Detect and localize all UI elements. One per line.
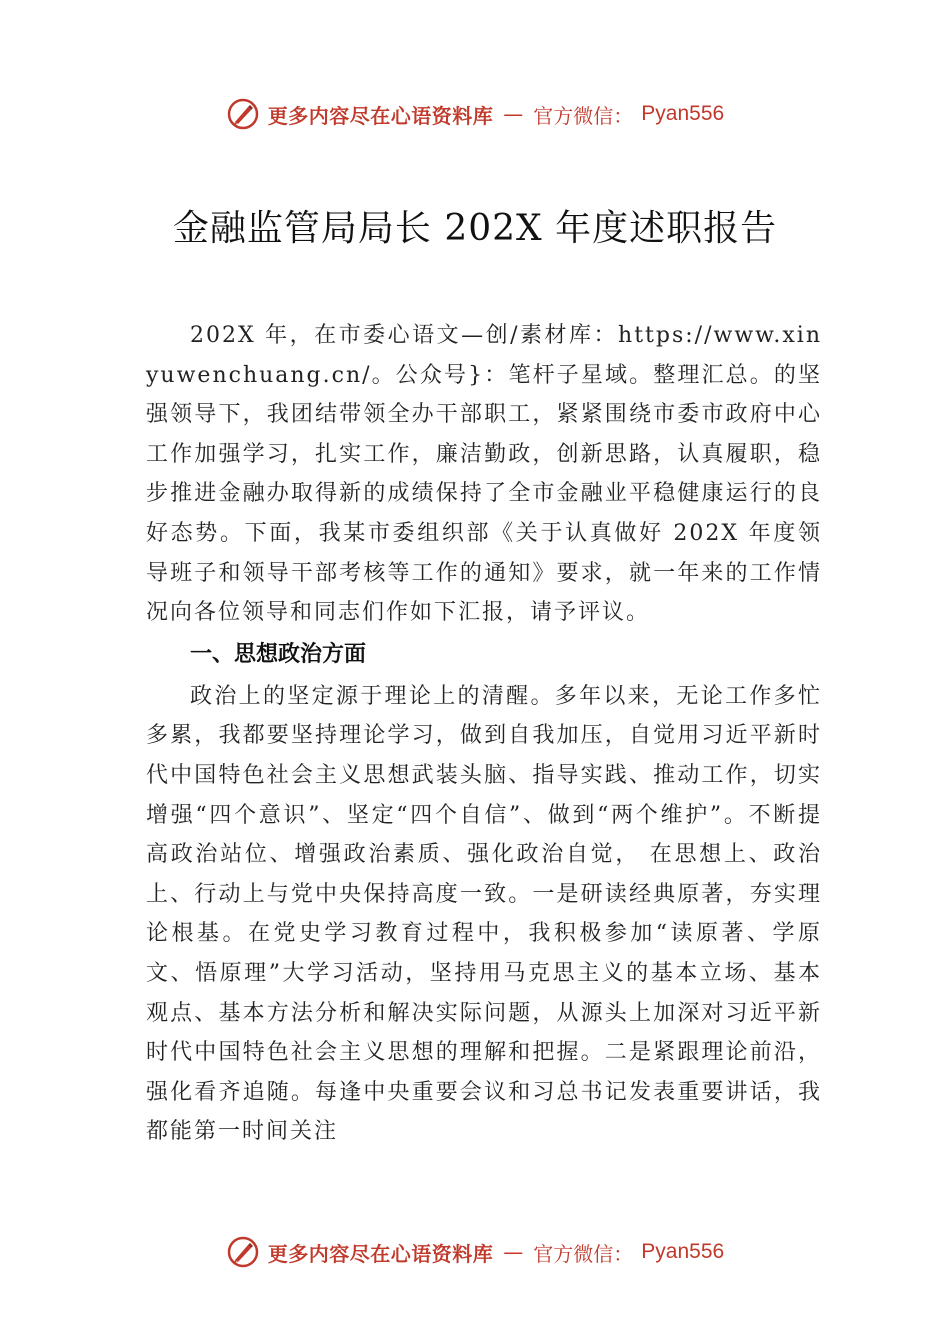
watermark-wechat-label: 官方微信： bbox=[533, 1241, 634, 1266]
watermark-wechat-id: Pyan556 bbox=[641, 1240, 725, 1263]
watermark-site-text: 更多内容尽在心语资料库 bbox=[267, 1241, 494, 1266]
section-heading: 一、思想政治方面 bbox=[190, 641, 367, 667]
watermark-banner-top bbox=[0, 94, 950, 134]
watermark-wechat-label: 官方微信： bbox=[533, 103, 634, 128]
document-body bbox=[146, 316, 822, 1152]
watermark-site-text: 更多内容尽在心语资料库 bbox=[267, 103, 494, 128]
watermark-separator: — bbox=[503, 1240, 524, 1264]
document-title: 金融监管局局长 202X 年度述职报告 bbox=[172, 208, 778, 249]
section-paragraph: 政治上的坚定源于理论上的清醒。多年以来，无论工作多忙多累，我都要坚持理论学习，做到自我加压，自觉用习近平新时代中国特色社会主义思想武装头脑、指导实践、推动工作，切实增强“四个意识”、坚定“四个自信”、做到“两个维护”。不断提高政治站位、增强政治素质、强化政治自觉， 在思想上、政治上、行动上与党中央保持高度一致。一是研读经典原著，夯实理论根基。在党史学习教育过程中，我积极参加“读原著、学原文、悟原理”大学习活动，坚持用马克思主义的基本立场、基本观点、基本方法分析和解决实际问题，从源头上加深对习近平新时代中国特色社会主义思想的理解和把握。二是紧跟理论前沿，强化看齐追随。每逢中央重要会议和习总书记发表重要讲话，我都能第一时间关注 bbox=[146, 683, 822, 1145]
watermark-separator: — bbox=[503, 102, 524, 126]
watermark-banner-bottom bbox=[0, 1232, 950, 1272]
pen-logo-icon bbox=[226, 97, 260, 131]
pen-logo-icon bbox=[226, 1235, 260, 1269]
watermark-wechat-id: Pyan556 bbox=[641, 102, 725, 125]
intro-paragraph: 202X 年，在市委心语文—创/素材库：https://www.xinyuwenchuang.cn/。公众号}：笔杆子星域。整理汇总。的坚强领导下，我团结带领全办干部职工，紧紧围绕市委市政府中心工作加强学习，扎实工作，廉洁勤政，创新思路，认真履职，稳步推进金融办取得新的成绩保持了全市金融业平稳健康运行的良好态势。下面，我某市委组织部《关于认真做好 202X 年度领导班子和领导干部考核等工作的通知》要求，就一年来的工作情况向各位领导和同志们作如下汇报，请予评议。 bbox=[146, 323, 822, 626]
